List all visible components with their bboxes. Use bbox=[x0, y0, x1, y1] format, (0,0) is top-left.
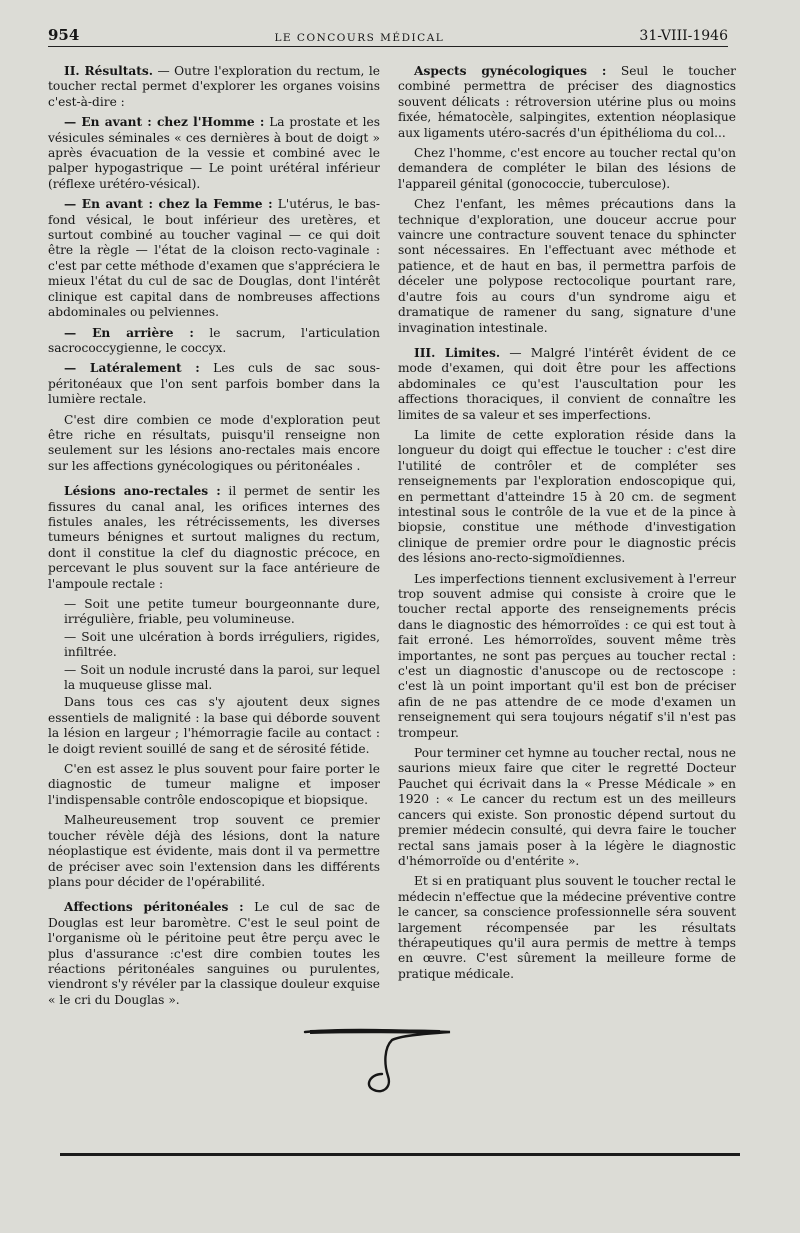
paragraph bbox=[48, 900, 380, 1008]
paragraph-text: L'utérus, le bas-fond vésical, le bout inférieur des uretères, et surtout combiné au toucher vaginal — ce qui doit être la règle — l'état de la cloison recto-vaginale : c'est par cette méthode d'examen que s'appréciera le mieux l'état du cul de sac de Douglas, dont l'intérêt clinique est capital dans de nombreuses affections abdominales ou pelviennes. bbox=[48, 197, 380, 320]
subheading: — En avant : chez la Femme : bbox=[64, 197, 273, 212]
paragraph: C'en est assez le plus souvent pour faire porter le diagnostic de tumeur maligne et imposer l'indispensable contrôle endoscopique et biopsique. bbox=[48, 762, 380, 807]
paragraph-text: le sacrum, l'articulation sacrococcygienne, le coccyx. bbox=[48, 325, 380, 355]
paragraph bbox=[48, 484, 380, 592]
end-flourish-ornament bbox=[300, 1018, 460, 1098]
list-item: — Soit un nodule incrusté dans la paroi, sur lequel la muqueuse glisse mal. bbox=[64, 662, 380, 693]
section-heading: II. Résultats. bbox=[64, 64, 153, 78]
paragraph-text: Seul le toucher combiné permettra de préciser des diagnostics souvent délicats : rétroversion utérine plus ou moins fixée, hématocèle, salpingites, extention néoplasique aux ligaments utéro-sacrés d'un épithélioma du col... bbox=[398, 64, 737, 140]
paragraph bbox=[48, 361, 380, 407]
section-heading: III. Limites. bbox=[414, 345, 501, 360]
subheading: — En arrière : bbox=[64, 325, 194, 340]
issue-date: 31-VIII-1946 bbox=[639, 28, 728, 44]
paragraph-text: — Outre l'exploration du rectum, le toucher rectal permet d'explorer les organes voisins c'est-à-dire : bbox=[48, 64, 380, 109]
paragraph-text: — Malgré l'intérêt évident de ce mode d'examen, qui doit être pour les affections abdominales ce qu'est l'auscultation pour les affections thoraciques, il convient de connaître les limites de sa valeur et ses imperfections. bbox=[398, 345, 736, 422]
paragraph: Malheureusement trop souvent ce premier toucher révèle déjà des lésions, dont la nature néoplastique est évidente, mais dont il va permettre de préciser avec soin l'extension dans les différents plans pour décider de l'opérabilité. bbox=[48, 813, 380, 889]
paragraph-text: il permet de sentir les fissures du canal anal, les orifices internes des fistules anales, les rétrécissements, les diverses tumeurs bénignes et surtout malignes du rectum, dont il constitue la clef du diagnostic précoce, en percevant le plus souvent sur la face antérieure de l'ampoule rectale : bbox=[48, 484, 380, 591]
paragraph: C'est dire combien ce mode d'exploration peut être riche en résultats, puisqu'il renseigne non seulement sur les lésions ano-rectales mais encore sur les affections gynécologiques ou péritonéales . bbox=[48, 412, 380, 473]
paragraph: Dans tous ces cas s'y ajoutent deux signes essentiels de malignité : la base qui déborde souvent la lésion en largeur ; l'hémorragie facile au contact : le doigt revient souillé de sang et de sérosité fétide. bbox=[48, 695, 380, 756]
paragraph bbox=[48, 326, 380, 357]
journal-title: LE CONCOURS MÉDICAL bbox=[274, 32, 445, 44]
paragraph bbox=[48, 115, 380, 192]
page-bottom-rule bbox=[60, 1153, 740, 1156]
paragraph: Chez l'enfant, les mêmes précautions dans la technique d'exploration, une douceur accrue pour vaincre une contracture souvent tenace du sphincter sont nécessaires. En l'effectuant avec méthode et patience, et de haut en bas, il permettra parfois de déceler une polypose rectocolique pourtant rare, d'autre fois au cours d'un syndrome aigu et dramatique de ramener du sang, signature d'une invagination intestinale. bbox=[398, 197, 736, 335]
subheading: Lésions ano-rectales : bbox=[64, 484, 221, 499]
subheading: Aspects gynécologiques : bbox=[414, 64, 607, 78]
page-header bbox=[48, 22, 728, 47]
paragraph bbox=[48, 197, 380, 320]
paragraph-text: Les culs de sac sous-péritonéaux que l'on sent parfois bomber dans la lumière rectale. bbox=[48, 361, 380, 407]
subheading: Affections péritonéales : bbox=[64, 900, 244, 915]
paragraph: Et si en pratiquant plus souvent le toucher rectal le médecin n'effectue que la médecine préventive contre le cancer, sa conscience professionnelle séra souvent largement récompensée par les résultats thérapeutiques qu'il aura permis de mettre à temps en œuvre. C'est sûrement la meilleure forme de pratique médicale. bbox=[398, 874, 736, 981]
paragraph-text: Le cul de sac de Douglas est leur baromètre. C'est le seul point de l'organisme où le péritoine peut être perçu avec le plus d'assurance :c'est dire combien toutes les réactions péritonéales sanguines ou purulentes, viendront s'y révéler par la classique douleur exquise « le cri du Douglas ». bbox=[48, 900, 381, 1007]
left-column bbox=[48, 64, 380, 1013]
paragraph bbox=[398, 346, 736, 423]
paragraph: Chez l'homme, c'est encore au toucher rectal qu'on demandera de compléter le bilan des lésions de l'appareil génital (gonococcie, tuberculose). bbox=[398, 146, 736, 191]
subheading: — Latéralement : bbox=[64, 361, 200, 376]
page-number: 954 bbox=[48, 26, 80, 44]
paragraph bbox=[398, 64, 736, 141]
list-item: — Soit une petite tumeur bourgeonnante dure, irrégulière, friable, peu volumineuse. bbox=[64, 597, 380, 627]
paragraph bbox=[48, 64, 380, 110]
paragraph: La limite de cette exploration réside dans la longueur du doigt qui effectue le toucher : c'est dire l'utilité de contrôler et de compléter ses renseignements par l'exploration endoscopique qui, en permettant d'atteindre 15 à 20 cm. de segment intestinal sous le contrôle de la vue et de la pince à biopsie, constitue une méthode d'investigation clinique de premier ordre pour le diagnostic précis des lésions ano-recto-sigmoïdiennes. bbox=[398, 427, 736, 566]
right-column bbox=[398, 64, 736, 987]
list-item: — Soit une ulcération à bords irréguliers, rigides, infiltrée. bbox=[64, 629, 380, 660]
paragraph: Pour terminer cet hymne au toucher rectal, nous ne saurions mieux faire que citer le regretté Docteur Pauchet qui écrivait dans la « Presse Médicale » en 1920 : « Le cancer du rectum est un des meilleurs cancers qui existe. Son pronostic dépend surtout du premier médecin consulté, qui devra faire le toucher rectal sans jamais poser à la légère le diagnostic d'hémorroïde ou d'entérite ». bbox=[398, 746, 736, 868]
subheading: — En avant : chez l'Homme : bbox=[64, 115, 265, 130]
paragraph-text: La prostate et les vésicules séminales « ces dernières à bout de doigt » après évacuation de la vessie et combiné avec le palper hypogastrique — Le point urétéral inférieur (réflexe urétéro-vésical). bbox=[48, 115, 380, 191]
paragraph: Les imperfections tiennent exclusivement à l'erreur trop souvent admise qui consiste à croire que le toucher rectal apporte des renseignements précis dans le diagnostic des hémorroïdes : ce qui est tout à fait erroné. Les hémorroïdes, souvent même très importantes, ne sont pas perçues au toucher rectal : c'est un diagnostic d'anuscope ou de rectoscope : c'est là un point important qu'il est bon de préciser afin de ne pas attendre de ce mode d'examen un renseignement qui sera toujours négatif s'il n'est pas trompeur. bbox=[398, 571, 736, 740]
